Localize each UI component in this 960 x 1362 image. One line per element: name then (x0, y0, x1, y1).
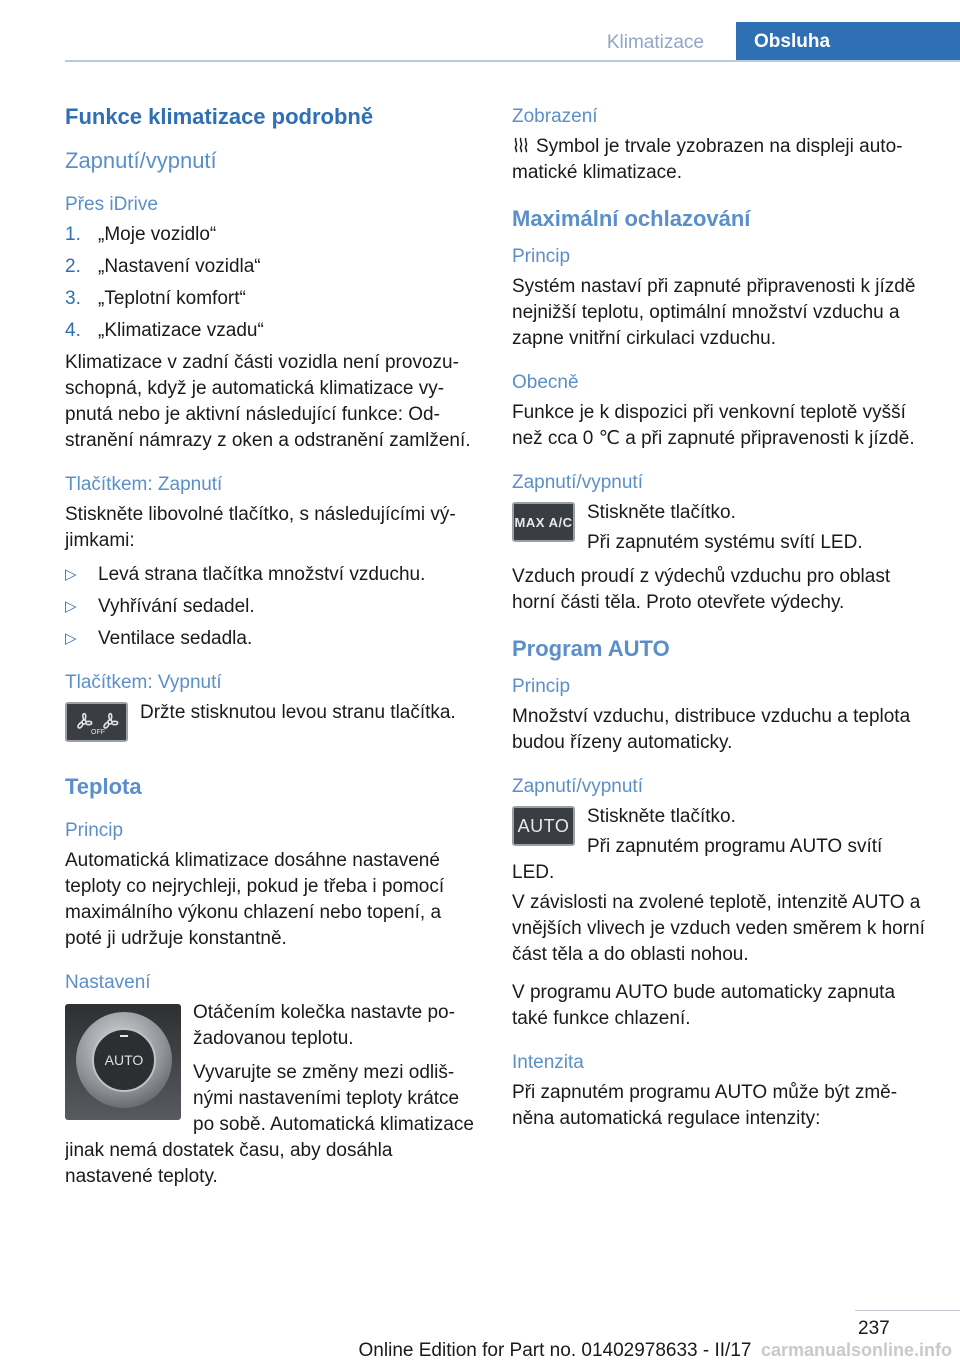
right-column (512, 100, 927, 1140)
heat-waves-icon (512, 136, 530, 154)
paragraph-led: Při zapnutém systému svítí LED. (587, 532, 863, 553)
left-column (65, 100, 480, 1198)
watermark: carmanualsonline.info (760, 1340, 952, 1360)
paragraph-press-2: Stiskněte tlačítko. (587, 806, 736, 827)
heading-display: Zobrazení (512, 106, 598, 127)
heading-off-button: Tlačítkem: Vypnutí (65, 672, 222, 693)
list-item: 3. „Teplotní komfort“ (65, 288, 246, 309)
off-button-block (65, 700, 480, 746)
heading-principle-3: Princip (512, 676, 571, 697)
paragraph-led-2: Při zapnutém programu AUTO svítí LED. (512, 836, 883, 883)
paragraph-auto: Množství vzduchu, distribuce vzduchu a teplota budou řízeny automaticky. (512, 706, 911, 753)
paragraph-temperature: Automatická klimatizace dosáhne nastavené teploty co nejrychleji, pokud je třeba i pomocí maximálního výkonu chlazení nebo topení, a poté ji udržuje konstantně. (65, 850, 445, 949)
auto-block (512, 804, 927, 886)
paragraph-depend: V závislosti na zvolené teplotě, intenzitě AUTO a vnějších vlivech je vzduch veden směrem k horní část těla a do oblasti nohou. (512, 892, 925, 965)
list-item: ▷ Levá strana tlačítka množství vzduchu. (65, 562, 480, 588)
paragraph-on-button: Stiskněte libovolné tlačítko, s následujícími výjimkami: (65, 504, 456, 551)
heading-principle-2: Princip (512, 246, 571, 267)
list-item: 2. „Nastavení vozidla“ (65, 256, 261, 277)
edition-text: Online Edition for Part no. 01402978633 - II/17 (358, 1340, 752, 1361)
heading-max-cooling: Maximální ochlazování (512, 206, 751, 231)
list-item: ▷ Ventilace sedadla. (65, 626, 480, 652)
heading-settings: Nastavení (65, 972, 151, 993)
heading-idrive: Přes iDrive (65, 194, 158, 215)
paragraph-off-button: Držte stisknutou levou stranu tlačítka. (140, 702, 456, 723)
footer-rule (855, 1310, 960, 1311)
paragraph-max: Systém nastaví při zapnuté připravenosti k jízdě nejnižší teplotu, optimální množství vzduchu a zapne vnitřní cirkulaci vzduchu. (512, 276, 916, 349)
triangle-bullet-icon: ▷ (65, 630, 77, 647)
temperature-knob-icon: AUTO (65, 1004, 181, 1120)
heading-onoff: Zapnutí/vypnutí (65, 148, 217, 173)
exceptions-list (65, 562, 480, 652)
paragraph-air: Vzduch proudí z výdechů vzduchu pro oblast horní části těla. Proto otevřete výdechy. (512, 566, 891, 613)
maxac-block (512, 500, 927, 564)
heading-onoff-auto: Zapnutí/vypnutí (512, 776, 643, 797)
heading-onoff-maxac: Zapnutí/vypnutí (512, 472, 643, 493)
max-ac-button-icon: MAX A/C (512, 502, 575, 542)
paragraph-settings-1: Otáčením kolečka nastavte požadovanou teplotu. (193, 1002, 455, 1049)
paragraph-display: Symbol je trvale yzobrazen na displeji automatické klimatizace. (512, 136, 903, 183)
settings-block (65, 1000, 480, 1198)
heading-general: Obecně (512, 372, 579, 393)
heading-principle: Princip (65, 820, 124, 841)
header-tab-label: Obsluha (736, 22, 960, 62)
fan-off-button-icon (65, 702, 128, 742)
auto-button-icon: AUTO (512, 806, 575, 846)
list-item: 4. „Klimatizace vzadu“ (65, 320, 264, 341)
svg-text:OFF: OFF (90, 729, 105, 736)
triangle-bullet-icon: ▷ (65, 566, 77, 583)
heading-temperature: Teplota (65, 774, 142, 799)
heading-auto-program: Program AUTO (512, 636, 670, 661)
paragraph-rear: Klimatizace v zadní části vozidla není provozuschopná, když je automatická klimatizace vypnutá nebo je aktivní následující funkce: Odstranění námrazy z oken a odstranění zamlžení. (65, 352, 471, 451)
paragraph-general: Funkce je k dispozici při venkovní teplotě vyšší než cca 0 ℃ a při zapnuté připravenosti k jízdě. (512, 402, 915, 449)
paragraph-settings-2: Vyvarujte se změny mezi odlišnými nastaveními teploty krátce po sobě. Automatická klimatizace jinak nemá dostatek času, aby dosáhla nastavené teploty. (65, 1062, 474, 1187)
idrive-steps (65, 222, 480, 344)
heading-on-button: Tlačítkem: Zapnutí (65, 474, 223, 495)
triangle-bullet-icon: ▷ (65, 598, 77, 615)
heading-intensity: Intenzita (512, 1052, 584, 1073)
list-item: ▷ Vyhřívání sedadel. (65, 594, 480, 620)
paragraph-press: Stiskněte tlačítko. (587, 502, 736, 523)
page-number: 237 (858, 1318, 890, 1339)
paragraph-intensity: Při zapnutém programu AUTO může být změněna automatická regulace intenzity: (512, 1082, 898, 1129)
header-rule (65, 60, 960, 62)
section-title: Funkce klimatizace podrobně (65, 104, 374, 129)
list-item: 1. „Moje vozidlo“ (65, 224, 217, 245)
header-section-label: Klimatizace (606, 32, 704, 53)
paragraph-cooling: V programu AUTO bude automaticky zapnuta také funkce chlazení. (512, 982, 896, 1029)
